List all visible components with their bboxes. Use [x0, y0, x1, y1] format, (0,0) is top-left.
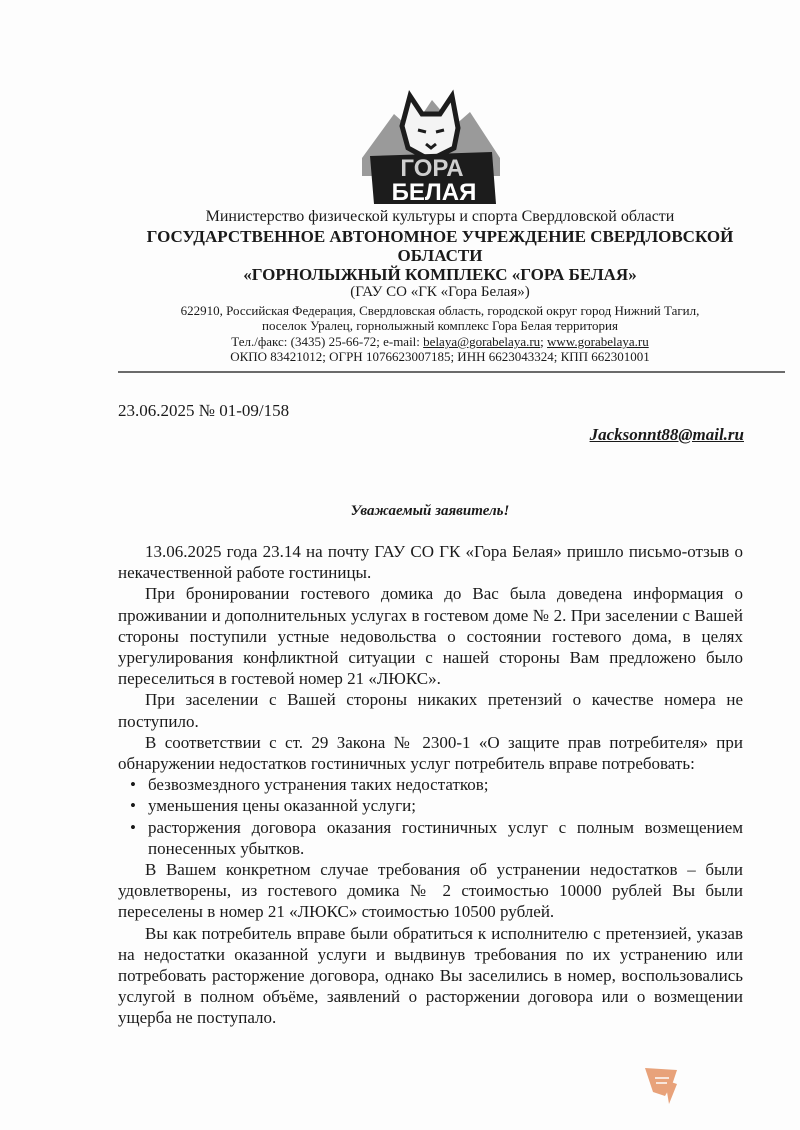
address-line2: поселок Уралец, горнолыжный комплекс Гора Белая территория [262, 318, 618, 333]
org-name-line2: ОБЛАСТИ [397, 246, 483, 265]
registration-number: 23.06.2025 № 01-09/158 [118, 401, 290, 420]
list-item: • безвозмездного устранения таких недостатков; [118, 774, 743, 795]
list-item: • уменьшения цены оказанной услуги; [118, 795, 743, 816]
website-link[interactable]: www.gorabelaya.ru [547, 334, 649, 349]
svg-text:БЕЛАЯ: БЕЛАЯ [391, 179, 477, 204]
org-short-name: (ГАУ СО «ГК «Гора Белая») [350, 284, 530, 300]
salutation: Уважаемый заявитель! [350, 503, 510, 519]
ministry-name: Министерство физической культуры и спорта Свердловской области [205, 208, 675, 225]
paragraph-4: В соответствии с ст. 29 Закона № 2300-1 «О защите прав потребителя» при обнаружении недостатков гостиничных услуг потребитель вправе потребовать: [118, 732, 743, 774]
address-line1: 622910, Российская Федерация, Свердловская область, городской округ город Нижний Тагил, [180, 303, 700, 318]
paragraph-6: Вы как потребитель вправе были обратиться к исполнителю с претензией, указав на недостатки оказанной услуги и выдвинув требования по их устранению или потребовать расторжение договора, однако Вы заселились в номер, воспользовались услугой в полном объёме, заявлений о расторжении договора или о возмещении ущерба не поступало. [118, 923, 743, 1028]
contacts-line [40, 334, 800, 350]
paragraph-2: При бронировании гостевого домика до Вас была доведена информация о проживании и дополнительных услугах в гостевом доме № 2. При заселении с Вашей стороны поступили устные недовольства о состоянии гостевого дома, в целях урегулирования конфликтной ситуации с нашей стороны Вам предложено было переселиться в гостевой номер 21 «ЛЮКС». [118, 584, 743, 689]
snow-leopard-mountain-icon [362, 86, 500, 204]
header-divider [118, 371, 785, 373]
recipient-email[interactable]: Jacksonnt88@mail.ru [589, 425, 744, 444]
paragraph-1: 13.06.2025 года 23.14 на почту ГАУ СО ГК «Гора Белая» пришло письмо-отзыв о некачественной работе гостиницы. [118, 542, 743, 583]
list-item: • расторжения договора оказания гостиничных услуг с полным возмещением понесенных убытков. [118, 817, 743, 859]
svg-text:ГОРА: ГОРА [400, 155, 464, 182]
org-name-line1: ГОСУДАРСТВЕННОЕ АВТОНОМНОЕ УЧРЕЖДЕНИЕ СВЕРДЛОВСКОЙ [146, 227, 734, 246]
paragraph-3: При заселении с Вашей стороны никаких претензий о качестве номера не поступило. [118, 690, 743, 731]
rights-list [118, 774, 743, 859]
separator: ; [540, 334, 548, 349]
email-link[interactable]: belaya@gorabelaya.ru [423, 334, 541, 349]
org-name-line3: «ГОРНОЛЫЖНЫЙ КОМПЛЕКС «ГОРА БЕЛАЯ» [243, 265, 637, 284]
letter-body [118, 541, 743, 1029]
paragraph-5: В Вашем конкретном случае требования об устранении недостатков – были удовлетворены, из гостевого домика № 2 стоимостью 10000 рублей Вы были переселены в номер 21 «ЛЮКС» стоимостью 10500 рублей. [118, 860, 743, 922]
logo [362, 86, 500, 204]
scanner-watermark-icon [645, 1068, 681, 1108]
phone-fax: Тел./факс: (3435) 25-66-72; e-mail: [231, 334, 424, 349]
registry-codes: ОКПО 83421012; ОГРН 1076623007185; ИНН 6623043324; КПП 662301001 [230, 349, 650, 364]
